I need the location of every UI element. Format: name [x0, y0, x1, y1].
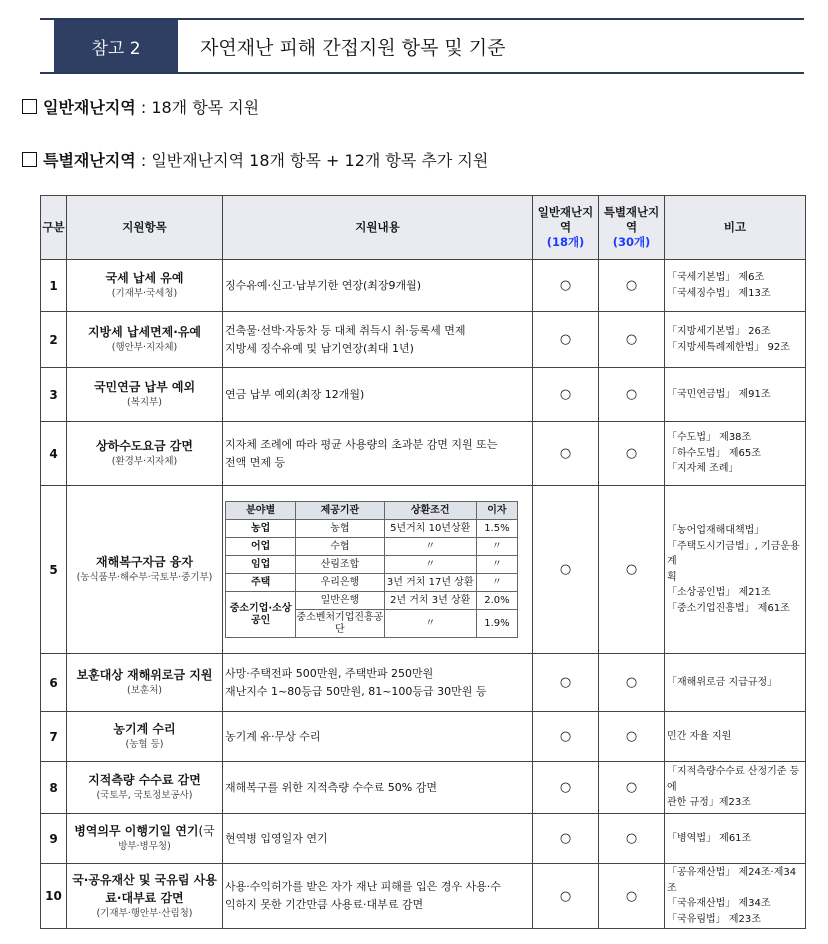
item-cell [67, 654, 223, 712]
loan-sector: 농업 [226, 520, 296, 538]
title-bar [40, 18, 804, 74]
loan-terms: 2년 거치 3년 상환 [384, 592, 476, 610]
general-mark: ○ [533, 312, 599, 368]
note-line: 「국유림법」 제23조 [667, 913, 761, 925]
loan-header-row [226, 502, 518, 520]
loan-sector: 중소기업·소상공인 [226, 592, 296, 638]
checkbox-square-icon [22, 152, 37, 167]
loan-table [225, 501, 518, 638]
checkbox-square-icon [22, 99, 37, 114]
note-cell [665, 712, 806, 762]
general-mark: ○ [533, 814, 599, 864]
item-agency: (복지부) [127, 397, 162, 409]
row-number: 5 [41, 486, 67, 654]
loan-row [226, 556, 518, 574]
note-line: 민간 자율 지원 [667, 730, 732, 742]
general-mark: ○ [533, 712, 599, 762]
item-content: 사망·주택전파 500만원, 주택반파 250만원 재난지수 1~80등급 50만원, 81~100등급 30만원 등 [223, 654, 533, 712]
special-mark: ○ [599, 486, 665, 654]
general-mark: ○ [533, 864, 599, 929]
special-mark: ○ [599, 654, 665, 712]
item-agency: 방부·병무청) [118, 841, 171, 853]
note-line: 「국세징수법」 제13조 [667, 287, 771, 299]
note-line: 「중소기업진흥법」 제61조 [667, 602, 790, 614]
table-row [41, 762, 806, 814]
note-line: 「주택도시기금법」, 기금운용계 [667, 540, 800, 567]
loan-terms: 〃 [384, 610, 476, 638]
note-cell [665, 312, 806, 368]
note-line: 「국유재산법」 제34조 [667, 898, 771, 909]
item-content: 현역병 입영일자 연기 [223, 814, 533, 864]
item-name: 국·공유재산 및 국유림 사용 [72, 872, 217, 887]
item-name: 국세 납세 유예 [105, 271, 184, 286]
bullet-special-label: 특별재난지역 [43, 151, 136, 170]
header-category: 구분 [41, 196, 67, 260]
special-mark: ○ [599, 814, 665, 864]
loan-rate: 〃 [476, 538, 517, 556]
loan-provider: 수협 [296, 538, 384, 556]
general-mark: ○ [533, 654, 599, 712]
loan-rate: 〃 [476, 574, 517, 592]
item-name: 재해복구자금 융자 [96, 555, 193, 570]
item-cell [67, 814, 223, 864]
item-content: 농기계 유·무상 수리 [223, 712, 533, 762]
note-line: 획 [667, 571, 677, 583]
bullet-general [22, 95, 259, 118]
general-mark: ○ [533, 422, 599, 486]
loan-rate: 〃 [476, 556, 517, 574]
item-agency: (보훈처) [127, 685, 162, 697]
item-content: 연금 납부 예외(최장 12개월) [223, 368, 533, 422]
item-agency: (환경부·지자체) [111, 456, 178, 468]
reference-tag: 참고 2 [54, 20, 178, 72]
bullet-general-text: : 18개 항목 지원 [135, 98, 260, 117]
special-mark: ○ [599, 864, 665, 929]
loan-header: 상환조건 [384, 502, 476, 520]
note-line: 「지적측량수수료 산정기준 등에 [667, 766, 800, 793]
loan-row [226, 538, 518, 556]
note-line: 「지방세기본법」 26조 [667, 326, 771, 337]
table-row [41, 654, 806, 712]
item-agency: (국토부, 국토정보공사) [96, 790, 193, 802]
note-cell [665, 864, 806, 929]
loan-table-cell [223, 486, 533, 654]
table-row [41, 814, 806, 864]
item-cell [67, 712, 223, 762]
header-special-count: (30개) [612, 234, 651, 249]
table-row [41, 422, 806, 486]
item-name: 병역의무 이행기일 연기 [74, 824, 199, 839]
loan-rate: 1.9% [476, 610, 517, 638]
general-mark: ○ [533, 260, 599, 312]
note-line: 「지방세특례제한법」 92조 [667, 341, 790, 353]
item-agency: (기재부·국세청) [111, 288, 178, 300]
loan-terms: 〃 [384, 556, 476, 574]
item-name: 지방세 납세면제·유예 [87, 325, 202, 340]
table-row [41, 260, 806, 312]
general-mark: ○ [533, 486, 599, 654]
item-cell [67, 260, 223, 312]
header-general-label: 일반재난지역 [537, 205, 594, 235]
loan-header: 이자 [476, 502, 517, 520]
loan-provider: 일반은행 [296, 592, 384, 610]
note-cell [665, 486, 806, 654]
item-content: 지자체 조례에 따라 평균 사용량의 초과분 감면 지원 또는 전액 면제 등 [223, 422, 533, 486]
table-header-row [41, 196, 806, 260]
note-cell [665, 762, 806, 814]
general-mark: ○ [533, 368, 599, 422]
item-agency: (농협 등) [125, 739, 164, 751]
table-row [41, 486, 806, 654]
loan-provider: 산림조합 [296, 556, 384, 574]
loan-sector: 어업 [226, 538, 296, 556]
row-number: 9 [41, 814, 67, 864]
note-line: 「소상공인법」 제21조 [667, 587, 771, 598]
table-row [41, 712, 806, 762]
loan-row [226, 574, 518, 592]
note-line: 「병역법」 제61조 [667, 832, 752, 844]
loan-rate: 1.5% [476, 520, 517, 538]
item-cell [67, 312, 223, 368]
special-mark: ○ [599, 712, 665, 762]
item-agency: (농식품부·해수부·국토부·중기부) [76, 572, 213, 584]
loan-sector: 주택 [226, 574, 296, 592]
note-line: 「국세기본법」 제6조 [667, 272, 765, 283]
note-line: 「수도법」 제38조 [667, 432, 752, 444]
item-name: 농기계 수리 [113, 722, 176, 737]
row-number: 4 [41, 422, 67, 486]
header-general-count: (18개) [546, 234, 585, 249]
item-name: 지적측량 수수료 감면 [88, 773, 201, 788]
loan-provider: 우리은행 [296, 574, 384, 592]
loan-row [226, 520, 518, 538]
note-cell [665, 814, 806, 864]
item-cell [67, 422, 223, 486]
loan-header: 분야별 [226, 502, 296, 520]
special-mark: ○ [599, 368, 665, 422]
header-content: 지원내용 [223, 196, 533, 260]
loan-rate: 2.0% [476, 592, 517, 610]
table-row [41, 864, 806, 929]
item-agency: (기재부·행안부·산림청) [96, 907, 193, 919]
note-cell [665, 368, 806, 422]
row-number: 1 [41, 260, 67, 312]
item-cell [67, 864, 223, 929]
note-line: 「재해위로금 지급규정」 [667, 676, 778, 688]
item-name: 국민연금 납부 예외 [93, 380, 196, 395]
header-note: 비고 [665, 196, 806, 260]
special-mark: ○ [599, 762, 665, 814]
loan-sector: 임업 [226, 556, 296, 574]
item-name: 상하수도요금 감면 [96, 439, 193, 454]
note-cell [665, 260, 806, 312]
loan-provider: 농협 [296, 520, 384, 538]
note-line: 「농어업재해대책법」 [667, 525, 765, 536]
item-agency: (행안부·지자체) [111, 342, 178, 354]
loan-terms: 3년 거치 17년 상환 [384, 574, 476, 592]
item-cell [67, 368, 223, 422]
header-general [533, 196, 599, 260]
note-line: 「공유재산법」 제24조·제34조 [667, 867, 797, 894]
loan-header: 제공기관 [296, 502, 384, 520]
table-row [41, 312, 806, 368]
special-mark: ○ [599, 422, 665, 486]
loan-terms: 〃 [384, 538, 476, 556]
row-number: 7 [41, 712, 67, 762]
note-line: 「지자체 조례」 [667, 463, 739, 475]
table-row [41, 368, 806, 422]
loan-provider: 중소벤처기업진흥공단 [296, 610, 384, 638]
row-number: 2 [41, 312, 67, 368]
row-number: 6 [41, 654, 67, 712]
loan-row [226, 592, 518, 610]
item-cell [67, 486, 223, 654]
item-name-cont: 료·대부료 감면 [105, 890, 184, 905]
special-mark: ○ [599, 260, 665, 312]
bullet-special-text: : 일반재난지역 18개 항목 + 12개 항목 추가 지원 [135, 151, 489, 170]
row-number: 10 [41, 864, 67, 929]
header-item: 지원항목 [67, 196, 223, 260]
item-agency-start: (국 [198, 824, 215, 839]
row-number: 8 [41, 762, 67, 814]
item-cell [67, 762, 223, 814]
note-line: 「하수도법」 제65조 [667, 447, 761, 459]
note-line: 「국민연금법」 제91조 [667, 388, 771, 400]
note-cell [665, 422, 806, 486]
note-cell [665, 654, 806, 712]
item-content: 징수유예·신고·납부기한 연장(최장9개월) [223, 260, 533, 312]
special-mark: ○ [599, 312, 665, 368]
note-line: 관한 규정」제23조 [667, 797, 751, 809]
support-table [40, 195, 806, 929]
item-name: 보훈대상 재해위로금 지원 [76, 668, 213, 683]
item-content: 건축물·선박·자동차 등 대체 취득시 취·등록세 면제 지방세 징수유예 및 납기연장(최대 1년) [223, 312, 533, 368]
bullet-special [22, 148, 488, 171]
general-mark: ○ [533, 762, 599, 814]
header-special-label: 특별재난지역 [603, 205, 660, 235]
page-title: 자연재난 피해 간접지원 항목 및 기준 [200, 36, 506, 59]
loan-terms: 5년거치 10년상환 [384, 520, 476, 538]
row-number: 3 [41, 368, 67, 422]
item-content: 재해복구를 위한 지적측량 수수료 50% 감면 [223, 762, 533, 814]
header-special [599, 196, 665, 260]
bullet-general-label: 일반재난지역 [43, 98, 136, 117]
item-content: 사용·수익허가를 받은 자가 재난 피해를 입은 경우 사용·수 익하지 못한 기간만큼 사용료·대부료 감면 [223, 864, 533, 929]
